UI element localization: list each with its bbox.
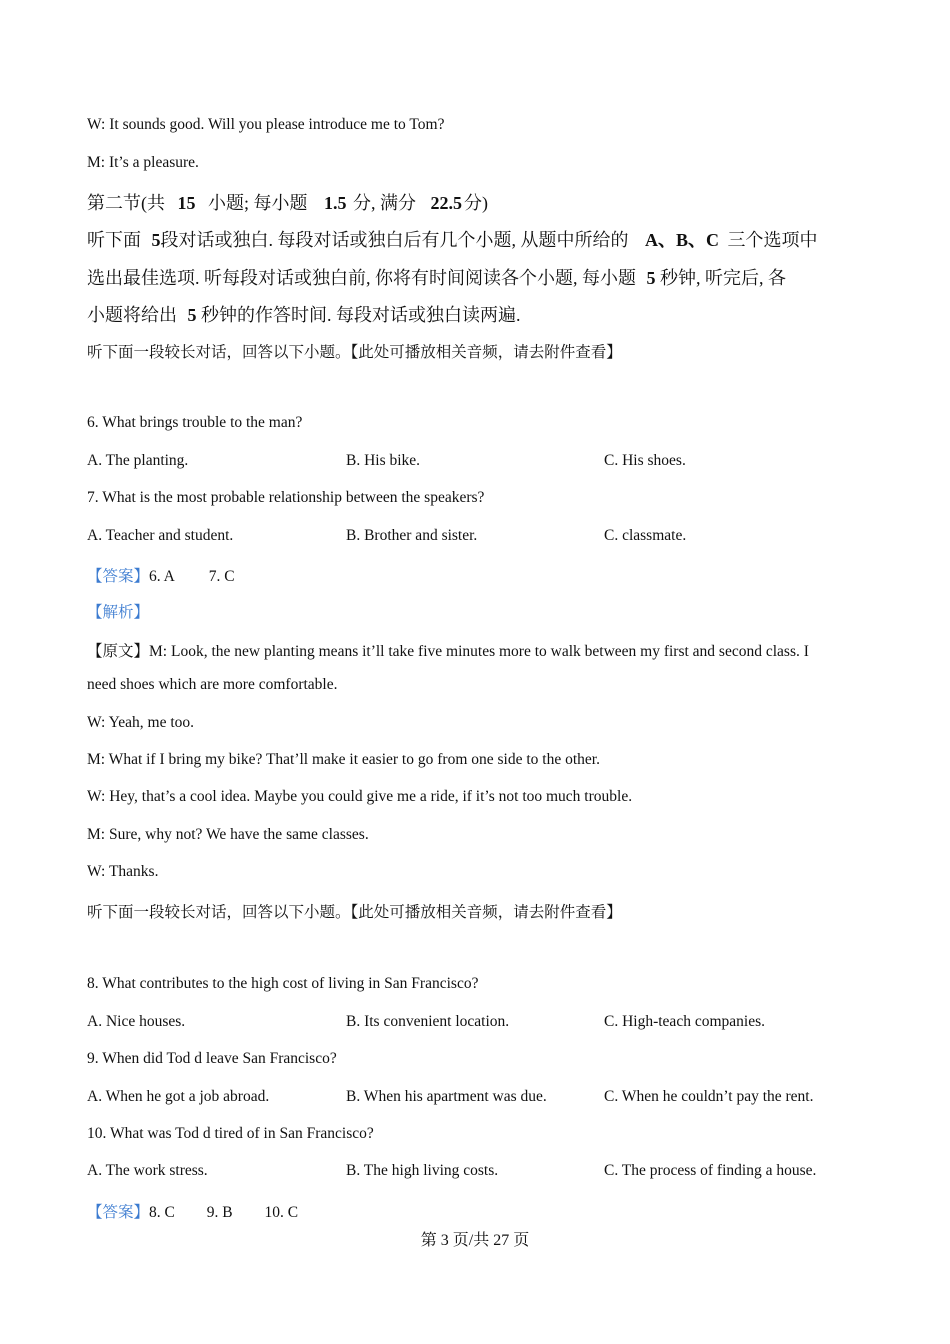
option-a: A. When he got a job abroad.: [87, 1088, 270, 1105]
answer-item: 8. C: [149, 1204, 175, 1221]
section-title: 第二节(共 15 小题; 每小题 1.5 分, 满分 22.5 分): [87, 193, 489, 213]
question-text: 6. What brings trouble to the man?: [87, 414, 303, 431]
answer-item: 7. C: [208, 568, 235, 585]
question-text: 7. What is the most probable relationship between the speakers?: [87, 489, 485, 506]
question-text: 10. What was Tod d tired of in San Francisco?: [87, 1125, 374, 1142]
transcript-line: W: Hey, that’s a cool idea. Maybe you could give me a ride, if it’s not too much trouble.: [87, 788, 633, 805]
option-a: A. Teacher and student.: [87, 527, 234, 544]
question-text: 9. When did Tod d leave San Francisco?: [87, 1050, 337, 1067]
transcript-line: W: Yeah, me too.: [87, 714, 195, 731]
analysis-label: 【解析】: [87, 604, 150, 621]
option-a: A. Nice houses.: [87, 1013, 186, 1030]
question-text: 8. What contributes to the high cost of living in San Francisco?: [87, 975, 479, 992]
option-c: C. When he couldn’t pay the rent.: [604, 1088, 814, 1105]
page-footer: 第 3 页/共 27 页: [420, 1232, 530, 1249]
option-c: C. classmate.: [604, 527, 687, 544]
option-b: B. His bike.: [346, 452, 421, 469]
answer-item: 9. B: [206, 1204, 233, 1221]
transcript-line: need shoes which are more comfortable.: [87, 676, 338, 693]
option-c: C. His shoes.: [604, 452, 686, 469]
option-c: C. High-teach companies.: [604, 1013, 765, 1030]
transcript-line: 【原文】M: Look, the new planting means it’ll take five minutes more to walk between my first and second class. I: [87, 643, 809, 660]
transcript-line: W: Thanks.: [87, 863, 159, 880]
answer-item: 10. C: [264, 1204, 299, 1221]
dialogue-line: W: It sounds good. Will you please introduce me to Tom?: [87, 116, 445, 133]
option-a: A. The work stress.: [87, 1162, 208, 1179]
option-c: C. The process of finding a house.: [604, 1162, 817, 1179]
audio-note: 听下面一段较长对话，回答以下小题。【此处可播放相关音频，请去附件查看】: [87, 904, 622, 921]
option-b: B. The high living costs.: [346, 1162, 499, 1179]
answer-item: 6. A: [149, 568, 175, 585]
dialogue-line: M: It’s a pleasure.: [87, 154, 199, 171]
answer-line: [87, 1200, 298, 1222]
option-b: B. When his apartment was due.: [346, 1088, 547, 1105]
section-instruction: 小题将给出 5 秒钟的作答时间. 每段对话或独白读两遍.: [87, 305, 521, 325]
answer-line: [87, 564, 235, 586]
transcript-label: 【原文】: [87, 643, 150, 660]
audio-note: 听下面一段较长对话，回答以下小题。【此处可播放相关音频，请去附件查看】: [87, 344, 622, 361]
answer-label: 【答案】: [87, 568, 150, 585]
option-b: B. Brother and sister.: [346, 527, 478, 544]
option-b: B. Its convenient location.: [346, 1013, 510, 1030]
section-instruction: 选出最佳选项. 听每段对话或独白前, 你将有时间阅读各个小题, 每小题 5 秒钟, 听完后, 各: [87, 268, 786, 288]
transcript-line: M: What if I bring my bike? That’ll make it easier to go from one side to the other.: [87, 751, 600, 768]
answer-label: 【答案】: [87, 1204, 150, 1221]
transcript-line: M: Sure, why not? We have the same classes.: [87, 826, 369, 843]
section-instruction: 听下面 5段对话或独白. 每段对话或独白后有几个小题, 从题中所给的 A、B、C 三个选项中: [87, 230, 818, 250]
option-a: A. The planting.: [87, 452, 189, 469]
